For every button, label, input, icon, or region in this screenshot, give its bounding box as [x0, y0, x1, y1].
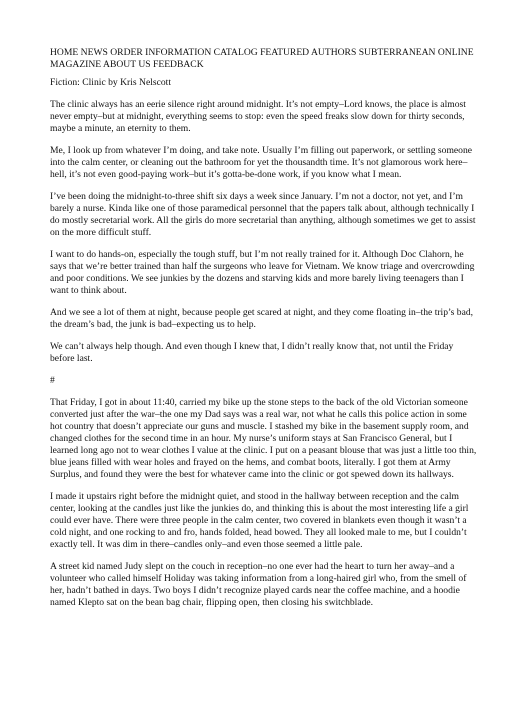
story-paragraph: And we see a lot of them at night, because people get scared at night, and they come floating in–the trip’s bad, the dream’s bad, the junk is bad–expecting us to help. — [50, 307, 474, 330]
story-paragraph: A street kid named Judy slept on the couch in reception–no one ever had the heart to turn her away–and a volunteer who called himself Holiday was taking information from a long-haired girl who, from the smell of her, hadn’t bathed in days. Two boys I didn’t recognize played cards near the coffee machine, and a hoodie named Klepto sat on the bean bag chair, flipping open, then closing his switchblade. — [50, 561, 467, 608]
nav-featured-authors-link[interactable]: FEATURED AUTHORS — [260, 47, 357, 58]
story-paragraph: That Friday, I got in about 11:40, carried my bike up the stone steps to the back of the old Victorian someone converted just after the war–the one my Dad says was a real war, not what he calls this police action in some hot country that doesn’t appreciate our guns and muscle. I stashed my bike in the basement supply room, and changed clothes for the second time in an hour. My nurse’s uniform stays at San Francisco General, but I learned long ago not to wear clothes I value at the clinic. I put on a peasant blouse that was just a little too thin, blue jeans filled with wear holes and frayed on the hems, and combat boots, literally. I got them at Army Surplus, and found they were the best for whatever came into the clinic or got spewed down its hallways. — [50, 397, 477, 480]
story-paragraph: I made it upstairs right before the midnight quiet, and stood in the hallway between reception and the calm center, looking at the candles just like the junkies do, and thinking this is about the most interesting life a girl could ever have. There were three people in the calm center, two covered in blankets even though it wasn’t a cold night, and one rocking to and fro, hands folded, head bowed. They all looked male to me, but I couldn’t exactly tell. It was dim in there–candles only–and even those seemed a little pale. — [50, 491, 469, 550]
story-paragraph: Me, I look up from whatever I’m doing, and take note. Usually I’m filling out paperwork, or settling someone into the calm center, or cleaning out the bathroom for yet the thousandth time. It’s not glamorous work here–hell, it’s not even good-paying work–but it’s gotta-be-done work, if you know what I mean. — [50, 145, 473, 180]
nav-order-information-link[interactable]: ORDER INFORMATION — [110, 47, 212, 58]
story-paragraph: I’ve been doing the midnight-to-three shift six days a week since January. I’m not a doctor, not yet, and I’m barely a nurse. Kinda like one of those paramedical personnel that the papers talk about, although technically I do mostly secretarial work. All the girls do more secretarial than anything, although sometimes we get to assist on the more difficult stuff. — [50, 191, 476, 238]
story-byline: Fiction: Clinic by Kris Nelscott — [50, 77, 171, 88]
nav-subterranean-online-magazine-link[interactable]: SUBTERRANEAN ONLINE MAGAZINE — [50, 47, 474, 70]
story-paragraph: We can’t always help though. And even though I knew that, I didn’t really know that, not until the Friday before last. — [50, 341, 454, 364]
story-paragraph: I want to do hands-on, especially the tough stuff, but I’m not really trained for it. Although Doc Clahorn, he says that we’re better trained than half the surgeons who leave for Vietnam. We know triage and overcrowding and poor conditions. We see junkies by the dozens and starving kids and more barely living teenagers than I want to think about. — [50, 249, 475, 296]
nav-home-link[interactable]: HOME — [50, 47, 79, 58]
nav-news-link[interactable]: NEWS — [80, 47, 108, 58]
story-body — [50, 99, 480, 609]
story-paragraph: The clinic always has an eerie silence right around midnight. It’s not empty–Lord knows, the place is almost never empty–but at midnight, everything seems to stop: even the speed freaks slow down for thirty seconds, maybe a minute, an eternity to them. — [50, 99, 466, 134]
nav-feedback-link[interactable]: FEEDBACK — [153, 59, 204, 70]
nav-catalog-link[interactable]: CATALOG — [213, 47, 258, 58]
scene-break: # — [50, 375, 55, 386]
nav-about-us-link[interactable]: ABOUT US — [103, 59, 151, 70]
site-navigation — [50, 47, 480, 71]
